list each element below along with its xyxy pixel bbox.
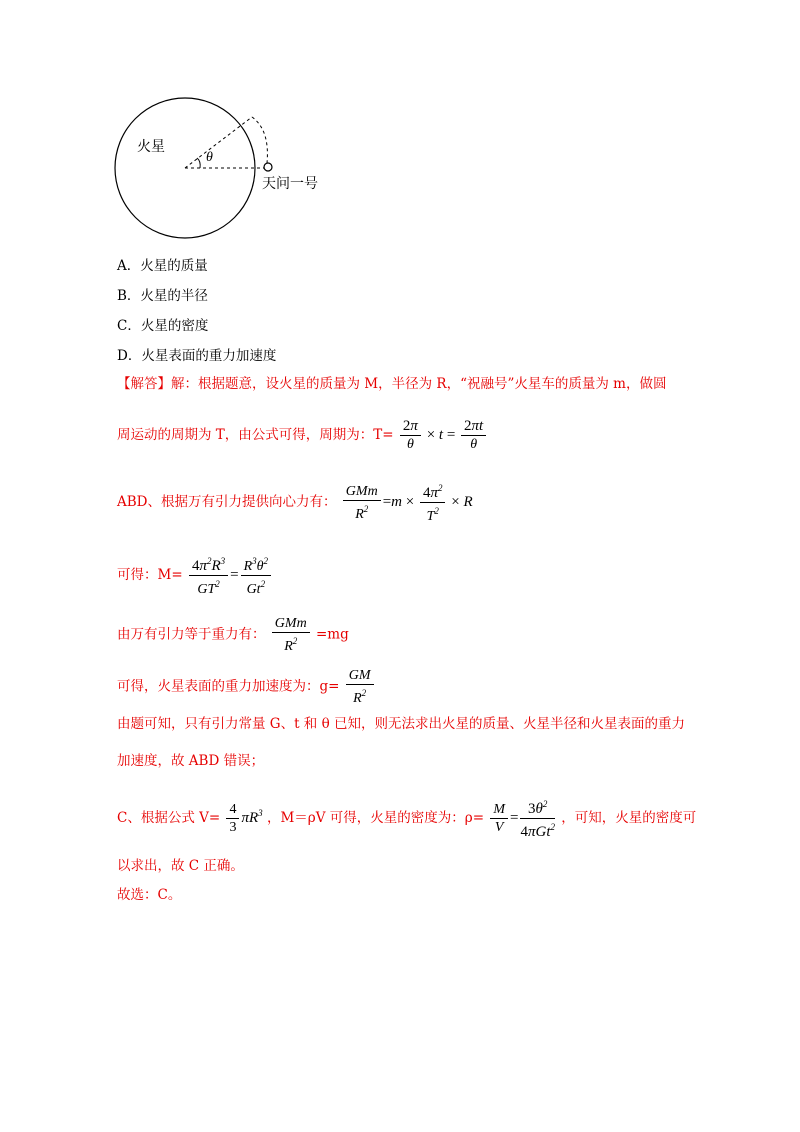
solution-line-11: 故选：C。 (117, 887, 182, 903)
solution-line-1 (117, 374, 666, 394)
radius-dashed-angled (185, 117, 252, 168)
orbit-diagram (100, 85, 340, 245)
solution-line-3 (117, 480, 473, 525)
solution-line-4 (117, 553, 273, 598)
gravity-weight-prefix: 由万有引力等于重力有： (117, 626, 266, 643)
gravity-weight-equation: $\frac{\text{GMm}}{R^2}$ (270, 627, 316, 643)
surface-gravity-prefix: 可得，火星表面的重力加速度为：g= (117, 678, 340, 695)
solution-line-9 (117, 796, 696, 841)
solution-line-8: 加速度，故 ABD 错误； (117, 753, 265, 769)
solution-line-6 (117, 667, 376, 707)
probe-label: 天问一号 (262, 176, 318, 192)
density-mid: ，M＝ρV 可得，火星的密度为：ρ= (266, 810, 485, 826)
volume-equation: $\frac{4}{3}$ $\pi R^3$ (224, 810, 266, 826)
solution-line-1-text: 解：根据题意，设火星的质量为 M，半径为 R，“祝融号”火星车的质量为 m，做圆 (171, 376, 667, 392)
volume-prefix: C、根据公式 V= (117, 810, 221, 826)
gravity-centripetal-prefix: ABD、根据万有引力提供向心力有： (117, 494, 337, 510)
gravity-weight-suffix: =mg (315, 626, 349, 643)
solution-line-10: 以求出，故 C 正确。 (117, 858, 244, 874)
planet-label: 火星 (137, 139, 165, 155)
gravity-centripetal-equation: $\frac{\text{GMm}}{R^2}$ =m × $\frac{4\pi^2}{T^2}$ × R (341, 494, 473, 510)
option-c-text: 火星的密度 (140, 318, 209, 334)
option-b-text: 火星的半径 (140, 288, 208, 304)
solution-line-7: 由题可知，只有引力常量 G、t 和 θ 已知，则无法求出火星的质量、火星半径和火星表面的重力 (117, 716, 686, 732)
mass-equation: $\frac{4\pi^2R^3}{GT^2}$ = $\frac{R^3\theta^2}{Gt^2}$ (187, 567, 273, 583)
option-d-letter: D． (117, 348, 142, 364)
probe-marker (264, 163, 272, 171)
mass-prefix: 可得：M= (117, 567, 183, 583)
angle-label: θ (206, 150, 213, 165)
density-equation: $\frac{M}{V}$ = $\frac{3\theta^2}{4\pi Gt^2}$ (488, 810, 561, 826)
option-c-letter: C． (117, 318, 141, 334)
angle-arc (197, 158, 200, 168)
option-b-letter: B． (117, 288, 141, 304)
surface-gravity-equation: $\frac{GM}{R^2}$ (344, 679, 376, 695)
period-equation: $\frac{2\pi}{\theta}$ × t = $\frac{2\pi t}{\theta}$ (398, 427, 488, 443)
density-suffix: ，可知，火星的密度可 (561, 810, 697, 826)
option-c (117, 316, 208, 336)
option-a (117, 256, 208, 276)
period-prefix: 周运动的周期为 T，由公式可得，周期为：T= (117, 427, 394, 443)
option-a-letter: A． (117, 258, 141, 274)
option-d-text: 火星表面的重力加速度 (141, 348, 277, 364)
option-d (117, 346, 276, 366)
solution-tag: 【解答】 (117, 376, 171, 392)
option-b (117, 286, 208, 306)
option-a-text: 火星的质量 (140, 258, 208, 274)
solution-line-2 (117, 418, 488, 453)
mars-orbit-figure (100, 85, 340, 245)
solution-line-5 (117, 615, 349, 655)
